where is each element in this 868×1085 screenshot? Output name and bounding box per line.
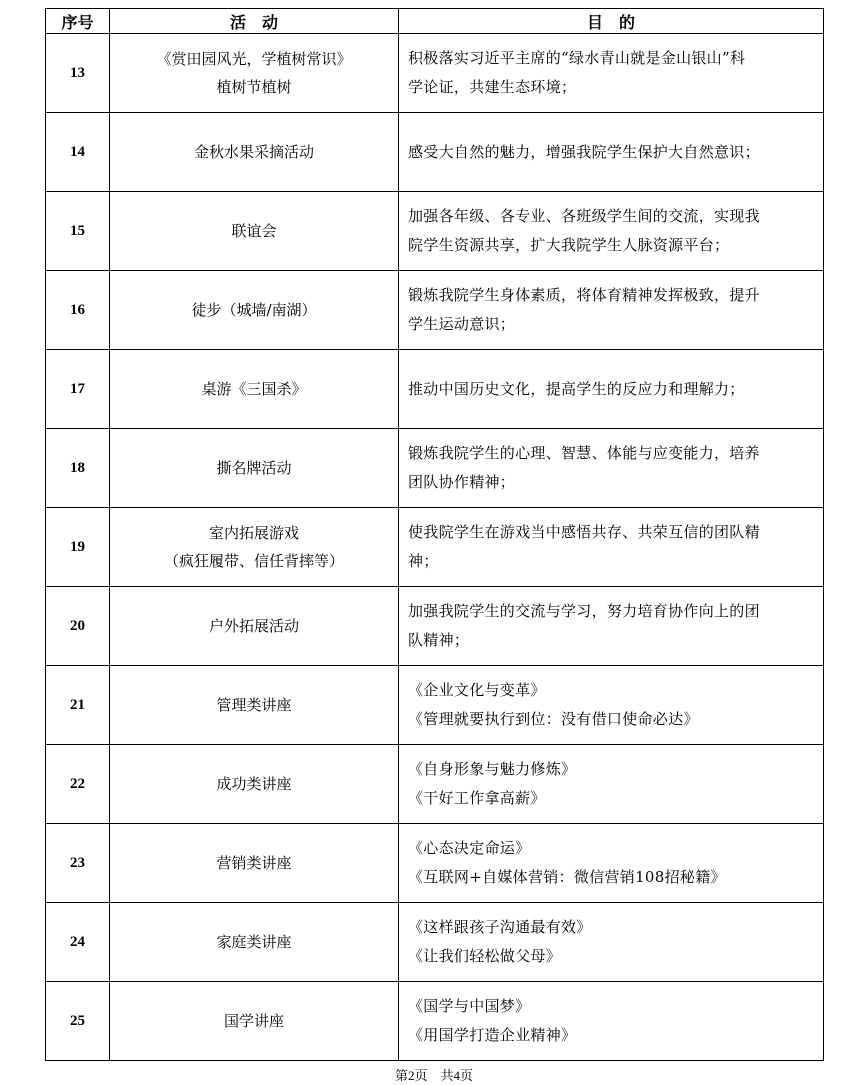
- table-body: [46, 34, 824, 1061]
- purpose-text: 感受大自然的魅力，增强我院学生保护大自然意识；: [408, 142, 760, 161]
- activity-cell: [110, 824, 399, 903]
- purpose-text: 《企业文化与变革》: [408, 681, 546, 699]
- activity-text: 成功类讲座: [216, 775, 292, 793]
- purpose-text: 推动中国历史文化，提高学生的反应力和理解力；: [408, 379, 745, 398]
- activity-text: 植树节植树: [216, 78, 292, 96]
- activity-cell: [110, 192, 399, 271]
- activity-cell: [110, 350, 399, 429]
- table-row: [46, 192, 824, 271]
- table-row: [46, 903, 824, 982]
- purpose-cell: [399, 903, 824, 982]
- purpose-text: 《管理就要执行到位：没有借口使命必达》: [408, 710, 699, 728]
- purpose-text: 队精神；: [408, 631, 470, 649]
- activity-cell: [110, 113, 399, 192]
- activity-text: 营销类讲座: [216, 854, 292, 872]
- purpose-cell: [399, 350, 824, 429]
- purpose-text: 《干好工作拿高薪》: [408, 789, 546, 807]
- table-row: [46, 34, 824, 113]
- activity-cell: [110, 429, 399, 508]
- row-number: 13: [46, 34, 110, 113]
- table-row: [46, 982, 824, 1061]
- row-number: 17: [46, 350, 110, 429]
- row-number: 20: [46, 587, 110, 666]
- purpose-text: 加强我院学生的交流与学习，努力培育协作向上的团: [408, 602, 760, 620]
- purpose-cell: [399, 745, 824, 824]
- row-number: 16: [46, 271, 110, 350]
- row-number: 21: [46, 666, 110, 745]
- purpose-cell: [399, 271, 824, 350]
- purpose-cell: [399, 429, 824, 508]
- row-number: 22: [46, 745, 110, 824]
- purpose-text: 学论证，共建生态环境；: [408, 78, 577, 96]
- activity-cell: [110, 982, 399, 1061]
- activity-text: 《赏田园风光，学植树常识》: [156, 50, 352, 68]
- activity-text: 室内拓展游戏: [208, 524, 299, 542]
- activity-text: 撕名牌活动: [216, 459, 292, 477]
- table-row: [46, 113, 824, 192]
- purpose-text: 《用国学打造企业精神》: [408, 1026, 577, 1044]
- table-row: [46, 271, 824, 350]
- row-number: 18: [46, 429, 110, 508]
- purpose-text: 《心态决定命运》: [408, 839, 531, 857]
- activity-cell: [110, 508, 399, 587]
- row-number: 24: [46, 903, 110, 982]
- activity-cell: [110, 745, 399, 824]
- purpose-text: 使我院学生在游戏当中感悟共存、共荣互信的团队精: [408, 523, 760, 541]
- table-header-row: [46, 9, 824, 34]
- column-header-activity: 活 动: [110, 9, 399, 34]
- row-number: 19: [46, 508, 110, 587]
- column-header-no: 序号: [46, 9, 110, 34]
- activity-cell: [110, 666, 399, 745]
- row-number: 23: [46, 824, 110, 903]
- activity-text: 桌游《三国杀》: [201, 380, 307, 398]
- table-row: [46, 587, 824, 666]
- table-row: [46, 745, 824, 824]
- activity-table: [45, 8, 824, 1061]
- table-row: [46, 508, 824, 587]
- page-footer: 第2页 共4页: [394, 1068, 473, 1083]
- activity-text: 家庭类讲座: [216, 933, 292, 951]
- row-number: 15: [46, 192, 110, 271]
- purpose-text: 加强各年级、各专业、各班级学生间的交流，实现我: [408, 207, 760, 225]
- purpose-cell: [399, 113, 824, 192]
- purpose-cell: [399, 982, 824, 1061]
- activity-text: 金秋水果采摘活动: [193, 143, 314, 161]
- purpose-cell: [399, 192, 824, 271]
- purpose-text: 《自身形象与魅力修炼》: [408, 760, 577, 778]
- purpose-text: 积极落实习近平主席的“绿水青山就是金山银山”科: [408, 49, 746, 67]
- table-row: [46, 824, 824, 903]
- activity-text: 国学讲座: [223, 1012, 284, 1030]
- purpose-text: 神；: [408, 552, 439, 570]
- activity-cell: [110, 34, 399, 113]
- table-row: [46, 350, 824, 429]
- row-number: 14: [46, 113, 110, 192]
- purpose-text: 锻炼我院学生身体素质，将体育精神发挥极致，提升: [408, 286, 760, 304]
- activity-cell: [110, 903, 399, 982]
- activity-cell: [110, 587, 399, 666]
- purpose-cell: [399, 508, 824, 587]
- table-row: [46, 666, 824, 745]
- purpose-text: 《让我们轻松做父母》: [408, 947, 562, 965]
- purpose-text: 《国学与中国梦》: [408, 997, 531, 1015]
- purpose-text: 学生运动意识；: [408, 315, 516, 333]
- activity-cell: [110, 271, 399, 350]
- purpose-text: 团队协作精神；: [408, 473, 516, 491]
- purpose-cell: [399, 587, 824, 666]
- activity-text: （疯狂履带、信任背摔等）: [163, 552, 344, 570]
- row-number: 25: [46, 982, 110, 1061]
- activity-text: 徒步（城墙/南湖）: [191, 301, 317, 319]
- activity-text: 户外拓展活动: [208, 617, 299, 635]
- purpose-text: 《互联网+自媒体营销：微信营销108招秘籍》: [408, 868, 726, 886]
- purpose-cell: [399, 34, 824, 113]
- activity-text: 管理类讲座: [216, 696, 292, 714]
- purpose-cell: [399, 666, 824, 745]
- activity-text: 联谊会: [231, 222, 277, 240]
- purpose-text: 院学生资源共享，扩大我院学生人脉资源平台；: [408, 236, 730, 254]
- purpose-cell: [399, 824, 824, 903]
- purpose-text: 《这样跟孩子沟通最有效》: [408, 918, 592, 936]
- purpose-text: 锻炼我院学生的心理、智慧、体能与应变能力，培养: [408, 444, 760, 462]
- table-row: [46, 429, 824, 508]
- column-header-purpose: 目 的: [399, 9, 824, 34]
